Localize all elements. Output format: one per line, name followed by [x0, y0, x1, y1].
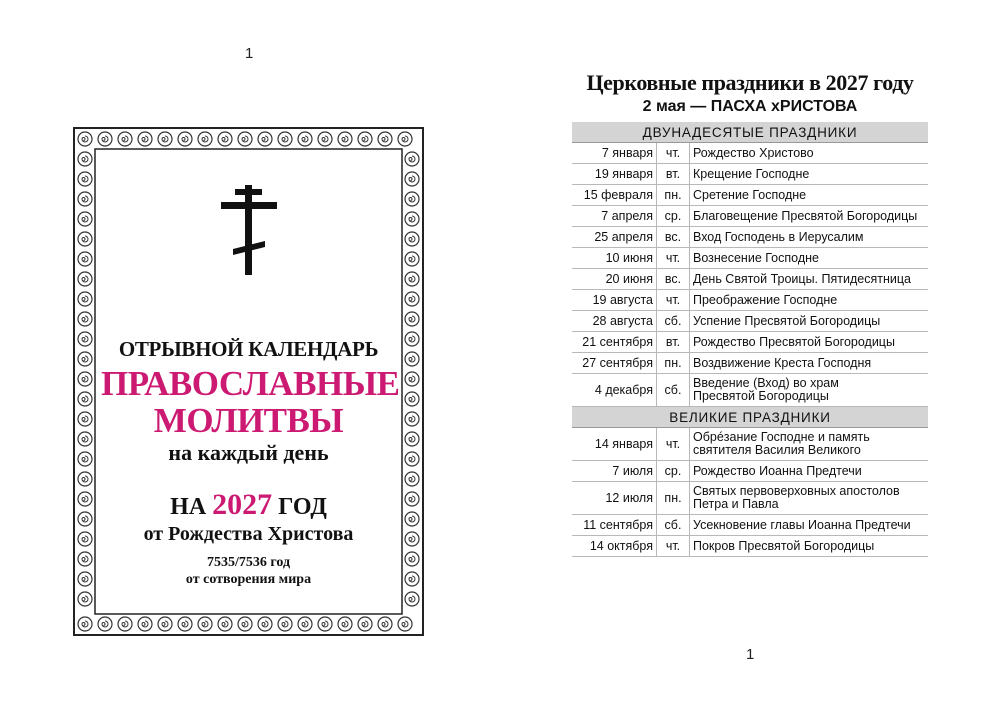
holiday-weekday: вс. — [657, 227, 690, 248]
section-header — [572, 407, 928, 428]
holiday-weekday: чт. — [657, 143, 690, 164]
left-page-number: 1 — [245, 45, 254, 62]
table-row — [572, 185, 928, 206]
table-row — [572, 311, 928, 332]
holiday-date: 10 июня — [572, 248, 657, 269]
holiday-weekday: ср. — [657, 461, 690, 482]
holiday-date: 19 августа — [572, 290, 657, 311]
era-line: от Рождества Христова — [143, 523, 354, 545]
holidays-title: Церковные праздники в 2027 году — [586, 70, 914, 95]
holiday-weekday: вт. — [657, 332, 690, 353]
holiday-weekday: пн. — [657, 482, 690, 515]
table-row — [572, 482, 928, 515]
year-prefix: НА — [170, 494, 207, 520]
holiday-name: Сретение Господне — [690, 185, 929, 206]
section-heading: ДВУНАДЕСЯТЫЕ ПРАЗДНИКИ — [572, 122, 928, 143]
holiday-name: Обрéзание Господне и память святителя Василия Великого — [690, 428, 929, 461]
holiday-name: Святых первоверховных апостолов Петра и Павла — [690, 482, 929, 515]
cover-title-line2: ПРАВОСЛАВНЫЕ — [101, 364, 400, 403]
holiday-date: 14 октября — [572, 536, 657, 557]
table-row — [572, 332, 928, 353]
holiday-name: Рождество Пресвятой Богородицы — [690, 332, 929, 353]
holiday-date: 21 сентября — [572, 332, 657, 353]
holiday-weekday: чт. — [657, 536, 690, 557]
holiday-weekday: пн. — [657, 185, 690, 206]
holiday-weekday: ср. — [657, 206, 690, 227]
creation-line: от сотворения мира — [185, 572, 312, 587]
holiday-name: Рождество Иоанна Предтечи — [690, 461, 929, 482]
table-row — [572, 515, 928, 536]
cover-year-line — [101, 488, 396, 522]
cover-title-block — [101, 337, 400, 588]
holiday-name: Введение (Вход) во храм Пресвятой Богородицы — [690, 374, 929, 407]
table-row — [572, 164, 928, 185]
section-header — [572, 122, 928, 143]
table-row — [572, 290, 928, 311]
holiday-date: 11 сентября — [572, 515, 657, 536]
holiday-date: 7 июля — [572, 461, 657, 482]
year-suffix: ГОД — [278, 494, 327, 520]
holiday-name: Благовещение Пресвятой Богородицы — [690, 206, 929, 227]
holiday-date: 7 апреля — [572, 206, 657, 227]
table-row — [572, 536, 928, 557]
holiday-name: День Святой Троицы. Пятидесятница — [690, 269, 929, 290]
table-row — [572, 374, 928, 407]
holiday-weekday: вт. — [657, 164, 690, 185]
cover-title-line1: ОТРЫВНОЙ КАЛЕНДАРЬ — [118, 337, 379, 361]
holiday-weekday: чт. — [657, 290, 690, 311]
holiday-date: 12 июля — [572, 482, 657, 515]
holiday-date: 19 января — [572, 164, 657, 185]
holiday-date: 15 февраля — [572, 185, 657, 206]
right-page-number: 1 — [746, 646, 755, 663]
holiday-name: Успение Пресвятой Богородицы — [690, 311, 929, 332]
holiday-name: Воздвижение Креста Господня — [690, 353, 929, 374]
table-row — [572, 143, 928, 164]
table-row — [572, 206, 928, 227]
section-heading: ВЕЛИКИЕ ПРАЗДНИКИ — [572, 407, 928, 428]
holiday-weekday: сб. — [657, 311, 690, 332]
holiday-weekday: сб. — [657, 374, 690, 407]
cover-title-line4: на каждый день — [168, 440, 329, 465]
holiday-name: Покров Пресвятой Богородицы — [690, 536, 929, 557]
holiday-weekday: пн. — [657, 353, 690, 374]
holiday-date: 28 августа — [572, 311, 657, 332]
table-row — [572, 428, 928, 461]
holiday-date: 4 декабря — [572, 374, 657, 407]
holidays-page — [572, 70, 928, 557]
table-row — [572, 353, 928, 374]
holiday-weekday: чт. — [657, 428, 690, 461]
holiday-date: 27 сентября — [572, 353, 657, 374]
calendar-cover — [73, 127, 424, 636]
holiday-weekday: чт. — [657, 248, 690, 269]
holiday-date: 20 июня — [572, 269, 657, 290]
year-value: 2027 — [212, 488, 273, 521]
holiday-name: Рождество Христово — [690, 143, 929, 164]
table-row — [572, 248, 928, 269]
holiday-date: 25 апреля — [572, 227, 657, 248]
orthodox-cross-icon — [221, 185, 277, 275]
holiday-date: 14 января — [572, 428, 657, 461]
table-row — [572, 227, 928, 248]
holiday-name: Вход Господень в Иерусалим — [690, 227, 929, 248]
holidays-table — [572, 122, 928, 557]
holiday-name: Усекновение главы Иоанна Предтечи — [690, 515, 929, 536]
holiday-weekday: вс. — [657, 269, 690, 290]
holiday-name: Преображение Господне — [690, 290, 929, 311]
cover-title-line3: МОЛИТВЫ — [153, 401, 344, 440]
holiday-name: Вознесение Господне — [690, 248, 929, 269]
table-row — [572, 461, 928, 482]
holiday-name: Крещение Господне — [690, 164, 929, 185]
holiday-date: 7 января — [572, 143, 657, 164]
creation-year: 7535/7536 год — [206, 555, 291, 570]
easter-subtitle: 2 мая — ПАСХА хРИСТОВА — [642, 98, 858, 115]
table-row — [572, 269, 928, 290]
holiday-weekday: сб. — [657, 515, 690, 536]
